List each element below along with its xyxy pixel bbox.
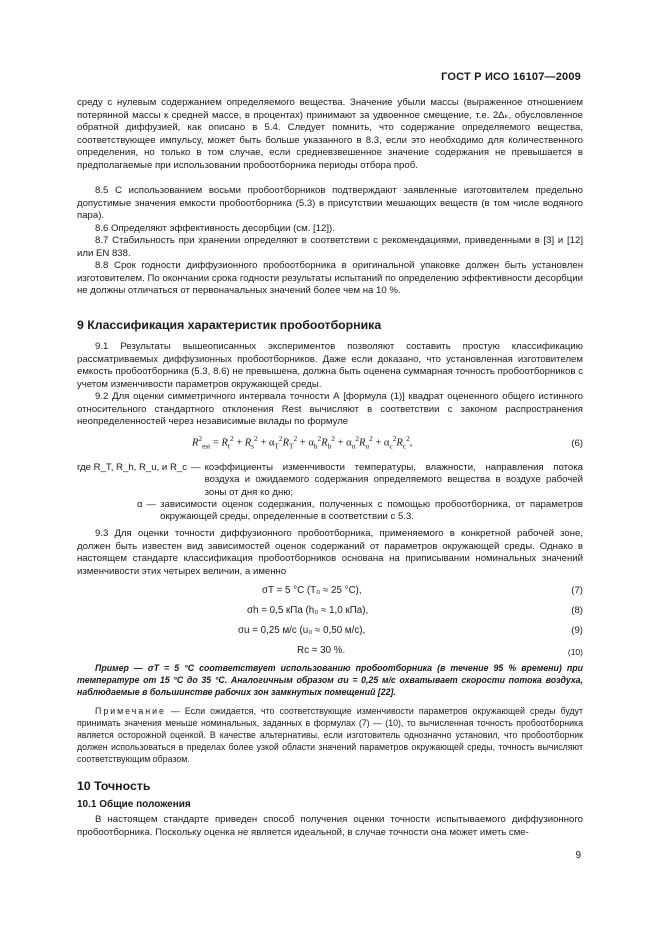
page-number: 9 bbox=[575, 850, 581, 861]
intro-block bbox=[77, 97, 583, 172]
equation-9-number: (9) bbox=[571, 625, 583, 636]
paragraph-10-1: В настоящем стандарте приведен способ получения оценки точности испытываемого диффузионного пробоотборника. Поскольку оценка не является идеальной, в случае точности она может иметь сме- bbox=[77, 814, 583, 838]
section10-body bbox=[77, 814, 583, 839]
section10-title: 10 Точность bbox=[77, 779, 151, 793]
equation-10-number: (10) bbox=[567, 647, 583, 657]
definition-term-r: где R_T, R_h, R_u, и R_c bbox=[77, 462, 188, 473]
note-block bbox=[77, 705, 583, 765]
paragraph-8-5: 8.5 С использованием восьми пробоотборников подтверждают заявленные изготовителем предельно допустимые значения емкости пробоотборника (5.3) в присутствии мешающих веществ (в том числе водяного пара). bbox=[77, 185, 583, 221]
equation-10: Rc = 30 %. bbox=[297, 645, 346, 656]
intro-paragraph: среду с нулевым содержанием определяемого вещества. Значение убыли массы (выраженное отношением потерянной массы к средней массе, в процентах) принимают за удвоенное смещение, т.е. 2Δₖ, обусловленное обратной диффузией, как описано в 5.4. Следует помнить, что содержание определяемого вещества, соответствующее импульсу, может быть больше указанного в 8.3, если это необходимо для количественного определения, но только в том случае, если средневзвешенное значение содержания не превышается в предполагаемые при использовании пробоотборника периоды отбора проб. bbox=[77, 97, 583, 171]
paragraph-8-7: 8.7 Стабильность при хранении определяют в соответствии с рекомендациями, приведенными в [3] и [12] или EN 838. bbox=[77, 235, 583, 259]
definition-text-alpha: зависимости оценок содержания, полученных с помощью пробоотборника, от параметров окружающей среды, определенные в соответствии с 5.3. bbox=[160, 498, 583, 523]
section10-1-title: 10.1 Общие положения bbox=[77, 799, 191, 810]
paragraph-9-2: 9.2 Для оценки симметричного интервала точности А [формула (1)] квадрат оцененного общего истинного относительного стандартного отклонения Rest вычисляют в соответствии с законом распространения неопределенностей через независимые вклады по формуле bbox=[77, 391, 583, 427]
definition-alpha: α — зависимости оценок содержания, полученных с помощью пробоотборника, от параметров окружающей среды, определенные в соответствии с 5.3. bbox=[137, 498, 583, 523]
equation-8-number: (8) bbox=[571, 605, 583, 616]
equation-7-number: (7) bbox=[571, 585, 583, 596]
document-header: ГОСТ Р ИСО 16107—2009 bbox=[441, 71, 581, 83]
definition-term-alpha: α bbox=[137, 498, 143, 510]
example-text: Пример — σT = 5 °C соответствует использованию пробоотборника (в течение 95 % времени) при температуре от 15 °C до 35 °C. Аналогичным образом σu = 0,25 м/с охватывает скорости потока воздуха, наблюдаемые в большинстве рабочих зон замкнутых помещений [22]. bbox=[77, 663, 583, 697]
equation-9: σu = 0,25 м/с (u₀ ≈ 0,50 м/с), bbox=[238, 625, 366, 636]
definition-text-r: коэффициенты изменчивости температуры, влажности, направления потока воздуха и ожидаемого содержания определяемого вещества в воздухе рабочей зоны от дня ко дню; bbox=[204, 462, 583, 498]
formula-6: $R^2_{est} = R_t^2 + R_s^2 + \alpha_T^2R_T^2 + \alpha_h^2R_h^2 + \alpha_u^2R_u^2 + \alpha_c^2R_c^2$, bbox=[192, 434, 413, 451]
paragraph-9-3: 9.3 Для оценки точности диффузионного пробоотборника, применяемого в конкретной рабочей зоне, должен быть известен вид зависимостей оценок содержаний от параметров окружающей среды. Однако в настоящем стандарте классификация пробоотборников основана на приписывании номинальных значений изменчивости этих четырех величин, а именно bbox=[77, 528, 583, 577]
paragraph-9-3-block bbox=[77, 528, 583, 578]
definitions bbox=[77, 462, 583, 523]
paragraph-8-8: 8.8 Срок годности диффузионного пробоотборника в оригинальной упаковке должен быть установлен изготовителем. По окончании срока годности результаты испытаний по определению эффективности десорбции не должны отличаться от первоначальных значений более чем на 10 %. bbox=[77, 260, 583, 296]
paragraph-9-1: 9.1 Результаты вышеописанных экспериментов позволяют составить простую классификацию рассматриваемых диффузионных пробоотборников. Даже если доказано, что установленная изготовителем емкость пробоотборника (5.3, 8.6) не превышена, должна быть оценена суммарная точность пробоотборников с учетом изменчивости параметров окружающей среды. bbox=[77, 341, 583, 390]
section8-block bbox=[77, 185, 583, 298]
equation-8: σh = 0,5 кПа (h₀ ≈ 1,0 кПа), bbox=[247, 605, 369, 616]
section9-title: 9 Классификация характеристик пробоотборника bbox=[77, 318, 382, 332]
section9-body bbox=[77, 341, 583, 429]
definition-r-coeffs: где R_T, R_h, R_u, и R_c — коэффициенты изменчивости температуры, влажности, направления потока воздуха и ожидаемого содержания определяемого вещества в воздухе рабочей зоны от дня ко дню; bbox=[77, 462, 583, 498]
note-label: Примечание bbox=[95, 706, 166, 716]
equation-7: σT = 5 °C (T₀ ≈ 25 °C), bbox=[262, 585, 362, 596]
note-text: — Если ожидается, что соответствующие изменчивости параметров окружающей среды будут принимать значения меньше номинальных, заданных в формулах (7) — (10), то вычисленная точность пробоотборника является осторожной оценкой. В качестве альтернативы, если изготовитель однозначно установил, что пробоотборник должен использоваться в пределах более узкой области значений параметров окружающей среды, точность вычисляют соответствующим образом. bbox=[77, 706, 583, 764]
formula-6-number: (6) bbox=[571, 438, 583, 449]
paragraph-8-6: 8.6 Определяют эффективность десорбции (см. [12]). bbox=[95, 222, 335, 234]
